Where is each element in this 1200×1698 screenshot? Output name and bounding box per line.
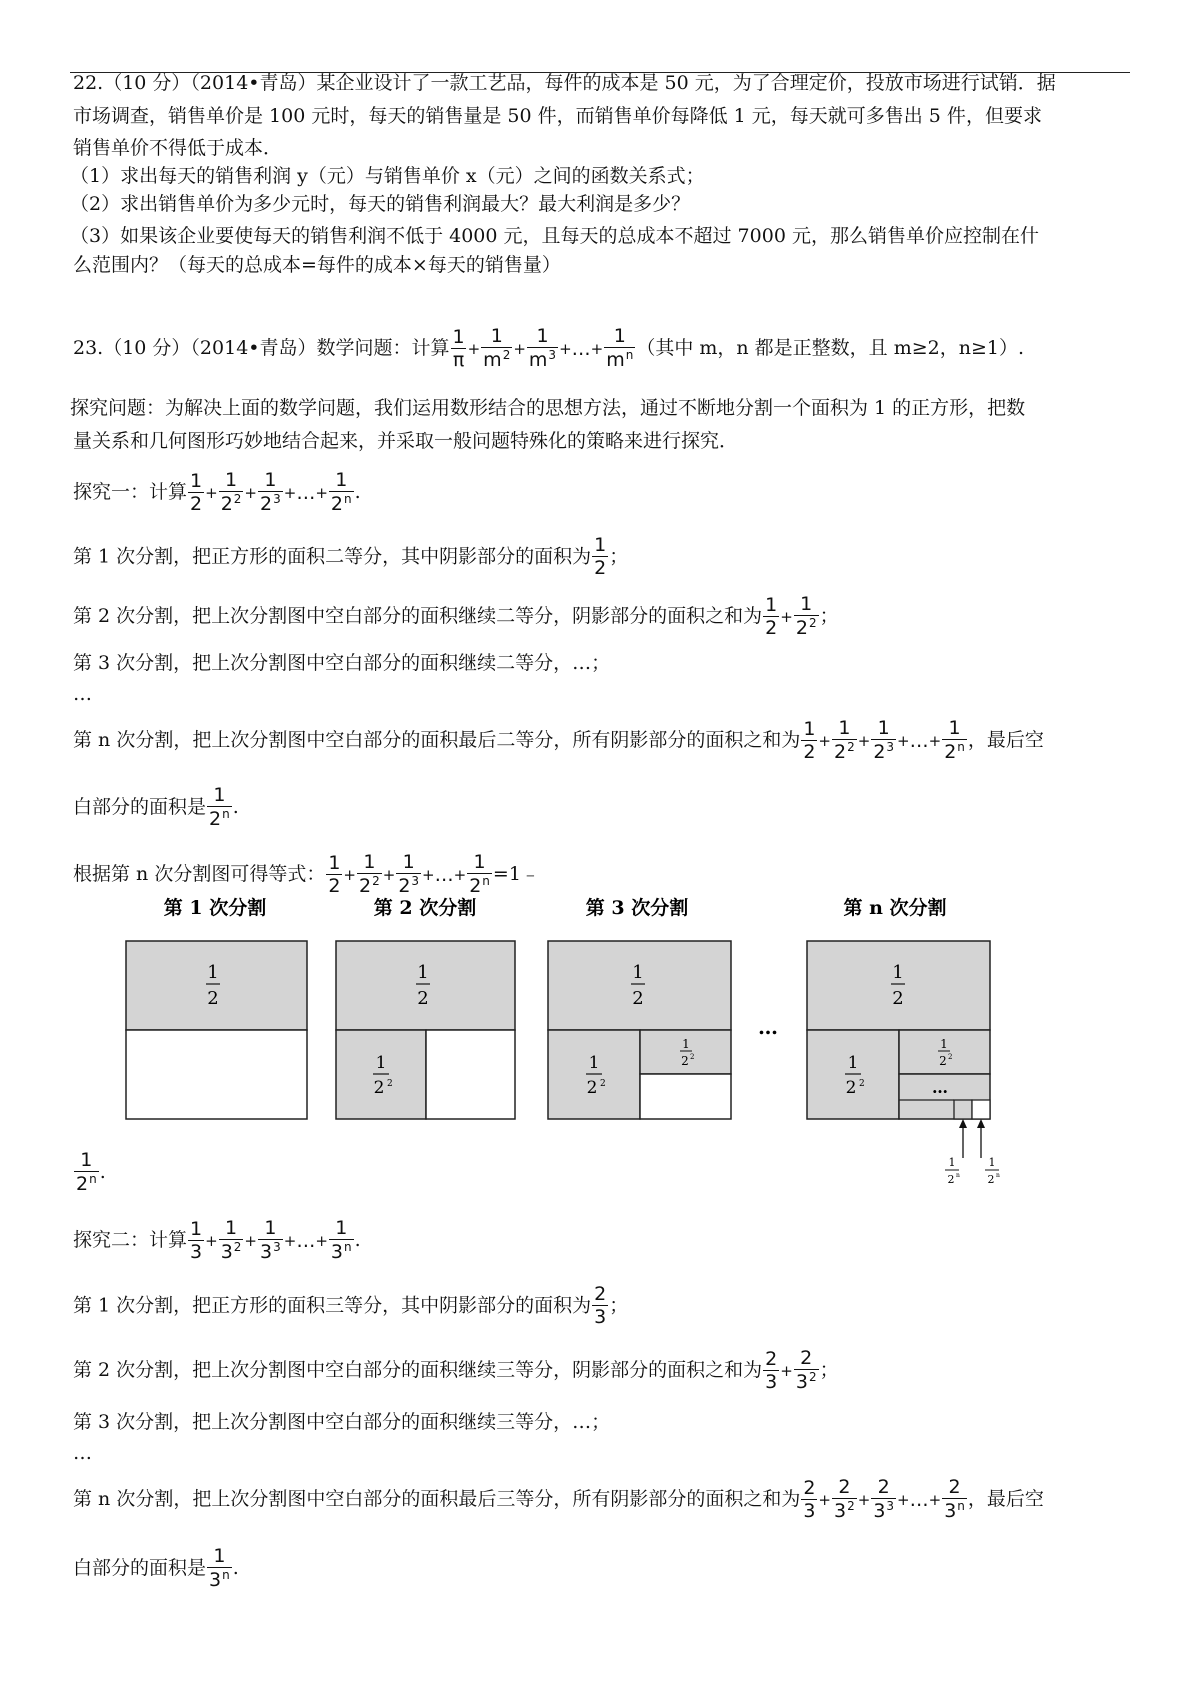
q22-line2: 市场调查，销售单价是 100 元时，每天的销售量是 50 件，而销售单价每降低 1 元，每天就可多售出 5 件，但要求 — [73, 105, 1042, 127]
fraction-1-over-m3: $\frac{1}{m^3}$ — [528, 325, 557, 372]
svg-text:2: 2 — [690, 1053, 695, 1061]
svg-text:2: 2 — [207, 988, 219, 1009]
svg-text:2: 2 — [632, 988, 644, 1009]
partition-figure — [0, 890, 1200, 1190]
explore2-heading: 探究二：计算 $\frac{1}{3}$ + $\frac{1}{3^2}$ + $\frac{1}{3^3}$ +…+ $\frac{1}{3^n}$ . — [73, 1217, 361, 1264]
svg-text:2: 2 — [939, 1054, 947, 1068]
explore2-dots: … — [73, 1442, 92, 1464]
q22-line3: 销售单价不得低于成本． — [73, 137, 283, 159]
explore1-step1: 第 1 次分割，把正方形的面积二等分，其中阴影部分的面积为 $\frac{1}{2}$ ； — [73, 534, 629, 580]
svg-text:2: 2 — [387, 1079, 393, 1089]
q22-part1: （1）求出每天的销售利润 y（元）与销售单价 x（元）之间的函数关系式； — [70, 165, 705, 187]
explore1-dots: … — [73, 683, 92, 705]
explore1-white-area: 白部分的面积是 $\frac{1}{2^n}$ . — [73, 784, 239, 831]
explore1-stepn: 第 n 次分割，把上次分割图中空白部分的面积最后二等分，所有阴影部分的面积之和为 $\frac{1}{2}$ + $\frac{1}{2^2}$ + $\frac{1}{2^3}$ +…+ $\frac{1}{2^n}$ ，最后空 — [73, 717, 1044, 764]
fraction-1-over-m2: $\frac{1}{m^2}$ — [483, 325, 511, 372]
q23-intro1: 探究问题：为解决上面的数学问题，我们运用数形结合的思想方法，通过不断地分割一个面积为 1 的正方形，把数 — [70, 397, 1026, 419]
svg-text:n: n — [996, 1172, 1000, 1179]
q23-intro2: 量关系和几何图形巧妙地结合起来，并采取一般问题特殊化的策略来进行探究． — [73, 430, 739, 452]
svg-text:1: 1 — [207, 962, 219, 983]
q22-line1: 22.（10 分）（2014•青岛）某企业设计了一款工艺品，每件的成本是 50 元，为了合理定价，投放市场进行试销．据 — [73, 72, 1056, 94]
svg-text:2: 2 — [600, 1079, 606, 1089]
svg-text:2: 2 — [947, 1173, 955, 1186]
svg-text:1: 1 — [948, 1156, 956, 1169]
svg-text:2: 2 — [417, 988, 429, 1009]
fraction-1-over-2sq: $\frac{1}{2^2}$ — [220, 469, 242, 516]
figure-title-3: 第 3 次分割 — [585, 897, 689, 919]
explore2-stepn: 第 n 次分割，把上次分割图中空白部分的面积最后三等分，所有阴影部分的面积之和为 $\frac{2}{3}$ + $\frac{2}{3^2}$ + $\frac{2}{3^3}$ +…+ $\frac{2}{3^n}$ ，最后空 — [73, 1476, 1044, 1523]
explore2-white-area: 白部分的面积是 $\frac{1}{3^n}$ . — [73, 1545, 239, 1592]
svg-text:2: 2 — [948, 1053, 953, 1061]
figure-ellipsis: … — [758, 1015, 778, 1039]
svg-text:…: … — [932, 1078, 948, 1097]
svg-text:2: 2 — [681, 1054, 689, 1068]
svg-text:1: 1 — [940, 1037, 948, 1051]
explore1-heading: 探究一：计算 $\frac{1}{2}$ + $\frac{1}{2^2}$ + $\frac{1}{2^3}$ +…+ $\frac{1}{2^n}$ . — [73, 469, 361, 516]
svg-text:1: 1 — [417, 962, 429, 983]
fraction-1-over-2: $\frac{1}{2}$ — [190, 469, 203, 515]
svg-text:1: 1 — [632, 962, 644, 983]
figure-title-2: 第 2 次分割 — [373, 897, 477, 919]
svg-text:2: 2 — [586, 1078, 598, 1098]
figure-title-1: 第 1 次分割 — [163, 897, 267, 919]
svg-text:1: 1 — [375, 1053, 387, 1073]
fraction-1-over-2cube: $\frac{1}{2^3}$ — [260, 469, 281, 516]
q22-part3b: 么范围内？（每天的总成本=每件的成本×每天的销售量） — [73, 254, 561, 276]
q23-heading: 23.（10 分）（2014•青岛）数学问题：计算 $\frac{1}{\pi}$ + $\frac{1}{m^2}$ + $\frac{1}{m^3}$ +…+ $\frac{1}{m^n}$ （其中 m，n 都是正整数，且 m≥2，n≥1）. — [73, 325, 1025, 372]
svg-text:1: 1 — [988, 1156, 996, 1169]
explore1-result-fraction: $\frac{1}{2^n}$ . — [76, 1149, 106, 1196]
explore1-step3: 第 3 次分割，把上次分割图中空白部分的面积继续二等分，…； — [73, 652, 611, 674]
q22-part3a: （3）如果该企业要使每天的销售利润不低于 4000 元，且每天的总成本不超过 7000 元，那么销售单价应控制在什 — [70, 225, 1039, 247]
figure-title-n: 第 n 次分割 — [843, 897, 947, 919]
svg-text:1: 1 — [682, 1037, 690, 1051]
square-cut-1 — [126, 941, 307, 1119]
svg-text:2: 2 — [373, 1078, 385, 1098]
explore2-step3: 第 3 次分割，把上次分割图中空白部分的面积继续三等分，…； — [73, 1411, 611, 1433]
svg-text:1: 1 — [588, 1053, 600, 1073]
square-cut-3 — [548, 941, 731, 1119]
q23-heading-suffix: （其中 m，n 都是正整数，且 m≥2，n≥1）. — [636, 336, 1025, 359]
explore2-step1: 第 1 次分割，把正方形的面积三等分，其中阴影部分的面积为 $\frac{2}{3}$ ； — [73, 1283, 629, 1329]
fraction-1-over-pi: $\frac{1}{\pi}$ — [452, 325, 465, 371]
svg-text:1: 1 — [847, 1053, 859, 1073]
fraction-1-over-2n: $\frac{1}{2^n}$ — [330, 469, 352, 516]
square-cut-2 — [336, 941, 515, 1119]
svg-text:2: 2 — [845, 1078, 857, 1098]
svg-text:n: n — [956, 1172, 960, 1179]
explore1-step2: 第 2 次分割，把上次分割图中空白部分的面积继续二等分，阴影部分的面积之和为 $\frac{1}{2}$ + $\frac{1}{2^2}$ ； — [73, 593, 839, 640]
square-cut-n — [807, 941, 1000, 1186]
svg-text:1: 1 — [892, 962, 904, 983]
q22-part2: （2）求出销售单价为多少元时，每天的销售利润最大？最大利润是多少？ — [70, 193, 691, 215]
svg-text:2: 2 — [987, 1173, 995, 1186]
explore1-equation: 根据第 n 次分割图可得等式： $\frac{1}{2}$ + $\frac{1}{2^2}$ + $\frac{1}{2^3}$ +…+ $\frac{1}{2^n}$ =1﹣ — [73, 851, 540, 898]
explore2-step2: 第 2 次分割，把上次分割图中空白部分的面积继续三等分，阴影部分的面积之和为 $\frac{2}{3}$ + $\frac{2}{3^2}$ ； — [73, 1347, 839, 1394]
q23-heading-prefix: 23.（10 分）（2014•青岛）数学问题：计算 — [73, 336, 450, 359]
svg-text:2: 2 — [892, 988, 904, 1009]
fraction-1-over-mn: $\frac{1}{m^n}$ — [606, 325, 634, 372]
svg-text:2: 2 — [859, 1079, 865, 1089]
